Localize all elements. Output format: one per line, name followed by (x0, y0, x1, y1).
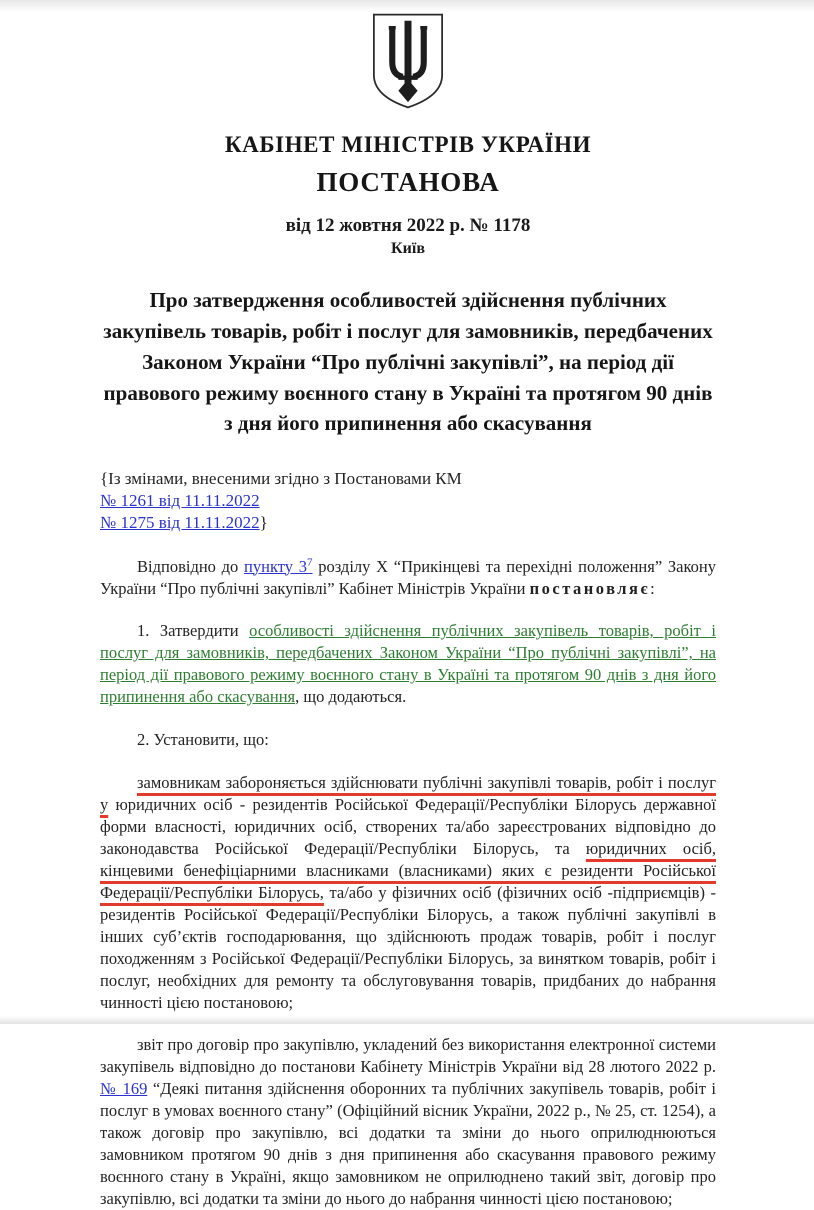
amendments-closing-brace: } (259, 513, 268, 533)
legal-basis-mid-text: розділу Х “Прикінцеві та перехідні положення” Закону України “Про публічні закупівлі” Кабінет Міністрів України (100, 556, 716, 598)
item-1-pre-text: 1. Затвердити (137, 621, 250, 641)
red-underlined-phrase-1: замовникам забороняється здійснювати публічні закупівлі товарів, робіт і послуг у (100, 773, 716, 815)
paragraph-item-2-report (100, 1034, 716, 1210)
link-punkt-3-text: пункту 3 (244, 556, 307, 576)
link-punkt-3-7[interactable] (244, 557, 312, 576)
legal-basis-pre-text: Відповідно до (137, 556, 245, 576)
link-punkt-3-superscript: 7 (306, 556, 313, 569)
prohibition-mid-text-1: юридичних осіб - резидентів Російської Федерації/Республіки Білорусь державної форми власності, юридичних осіб, створених та/або зареєстрованих відповідно до законодавства Російської Федерації/Республіки Білорусь, та (100, 795, 716, 858)
doc-city: Київ (391, 240, 425, 257)
paragraph-item-2-prohibition (100, 772, 716, 1013)
item-1-tail-text: , що додаються. (295, 687, 407, 707)
doc-title: Про затвердження особливостей здійснення публічних закупівель товарів, робіт і послуг для замовників, передбачених Законом України “Про публічні закупівлі”, на період дії правового режиму воєнного стану в Україні та протягом 90 днів з дня його припинення або скасування (103, 288, 713, 436)
amendments-note (100, 468, 716, 534)
org-title: КАБІНЕТ МІНІСТРІВ УКРАЇНИ (224, 132, 592, 157)
paragraph-item-1 (100, 620, 716, 708)
legal-basis-tail-text: : (650, 578, 655, 598)
amendments-intro-text: {Із змінами, внесеними згідно з Постановами КМ (100, 469, 462, 489)
amendment-link-1275[interactable]: № 1275 від 11.11.2022 (100, 513, 260, 533)
paragraph-legal-basis (100, 556, 716, 600)
red-underlined-phrase-2: юридичних осіб, кінцевими бенефіціарними власниками (власниками) яких є резиденти Російської Федерації/Республіки Білорусь, (100, 838, 716, 902)
coat-of-arms-ukraine-icon (366, 12, 450, 110)
doc-type-title: ПОСТАНОВА (316, 167, 500, 197)
amendment-link-1261[interactable]: № 1261 від 11.11.2022 (100, 491, 260, 511)
paragraph-item-2-heading: 2. Установити, що: (137, 730, 269, 750)
report-pre-text: звіт про договір про закупівлю, укладений без використання електронної системи закупівель відповідно до постанови Кабінету Міністрів України від 28 лютого 2022 р. (100, 1035, 716, 1077)
prohibition-mid-text-2: та/або у фізичних осіб (фізичних осіб -підприємців) - резидентів Російської Федерації/Республіки Білорусь, а також публічні закупівлі в інших суб’єктів господарювання, що здійснюють продаж товарів, робіт і послуг походженням з Російської Федерації/Республіки Білорусь, за винятком товарів, робіт і послуг, необхідних для ремонту та обслуговування товарів, придбаних до набрання чинності цією постановою; (100, 882, 717, 1012)
report-tail-text: “Деякі питання здійснення оборонних та публічних закупівель товарів, робіт і послуг в умовах воєнного стану” (Офіційний вісник України, 2022 р., № 25, ст. 1254), а також договір про закупівлю, всі додатки та зміни до нього оприлюднюються замовником протягом 90 днів з дня припинення або скасування правового режиму воєнного стану в Україні, якщо замовником не оприлюднено такий звіт, договір про закупівлю, всі додатки та зміни до нього до набрання чинності цією постановою; (100, 1079, 717, 1209)
link-postanova-169[interactable]: № 169 (100, 1079, 148, 1099)
resolves-keyword: постановляє (529, 578, 651, 598)
doc-date-number: від 12 жовтня 2022 р. № 1178 (285, 215, 531, 236)
link-osoblyvosti[interactable]: особливості здійснення публічних закупівель товарів, робіт і послуг для замовників, передбачених Законом України “Про публічні закупівлі”, на період дії правового режиму воєнного стану в Україні та протягом 90 днів з дня його припинення або скасування (100, 621, 716, 707)
